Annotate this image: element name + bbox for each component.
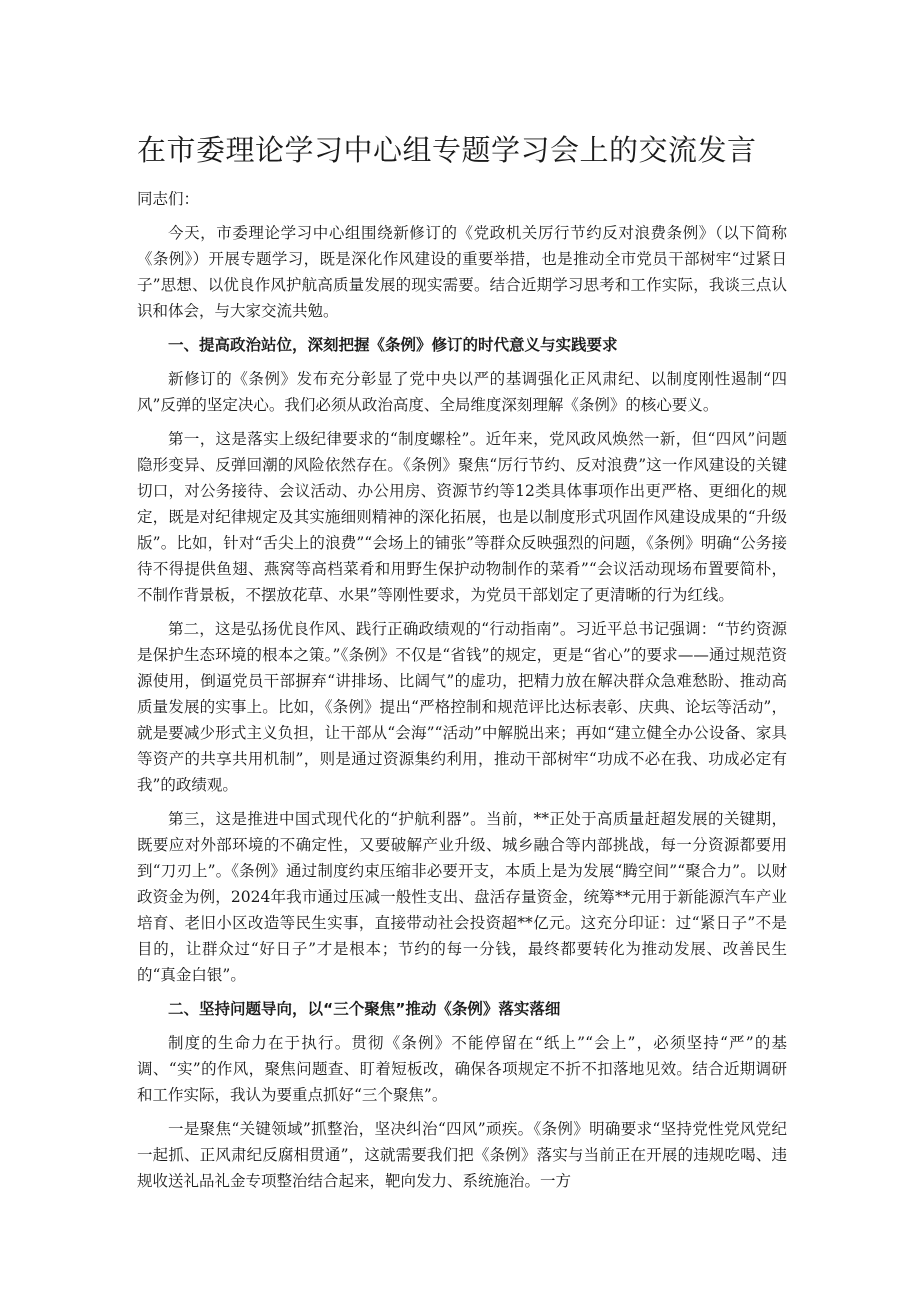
- paragraph-intro: 今天，市委理论学习中心组围绕新修订的《党政机关厉行节约反对浪费条例》（以下简称《条例》）开展专题学习，既是深化作风建设的重要举措，也是推动全市党员干部树牢“过紧日子”思想、以优良作风护航高质量发展的现实需要。结合近期学习思考和工作实际，我谈三点认识和体会，与大家交流共勉。: [137, 224, 787, 320]
- paragraph-third-point: 第三，这是推进中国式现代化的“护航利器”。当前，**正处于高质量赶超发展的关键期，既要应对外部环境的不确定性，又要破解产业升级、城乡融合等内部挑战，每一分资源都要用到“刀刃上”。《条例》通过制度约束压缩非必要开支，本质上是为发展“腾空间”“聚合力”。以财政资金为例，2024年我市通过压减一般性支出、盘活存量资金，统筹**元用于新能源汽车产业培育、老旧小区改造等民生实事，直接带动社会投资超**亿元。这充分印证：过“紧日子”不是目的，让群众过“好日子”才是根本；节约的每一分钱，最终都要转化为推动发展、改善民生的“真金白银”。: [137, 810, 787, 984]
- salutation: 同志们：: [137, 190, 200, 208]
- paragraph-section1-intro: 新修订的《条例》发布充分彰显了党中央以严的基调强化正风肃纪、以制度刚性遏制“四风”反弹的坚定决心。我们必须从政治高度、全局维度深刻理解《条例》的核心要义。: [137, 370, 787, 414]
- paragraph-section2-intro: 制度的生命力在于执行。贯彻《条例》不能停留在“纸上”“会上”，必须坚持“严”的基调、“实”的作风，聚焦问题查、盯着短板改，确保各项规定不折不扣落地见效。结合近期调研和工作实际，我认为要重点抓好“三个聚焦”。: [137, 1034, 787, 1104]
- paragraph-focus-one: 一是聚焦“关键领域”抓整治，坚决纠治“四风”顽疾。《条例》明确要求“坚持党性党风党纪一起抓、正风肃纪反腐相贯通”，这就需要我们把《条例》落实与当前正在开展的违规吃喝、违规收送礼品礼金专项整治结合起来，靶向发力、系统施治。一方: [137, 1120, 787, 1190]
- paragraph-second-point: 第二，这是弘扬优良作风、践行正确政绩观的“行动指南”。习近平总书记强调：“节约资源是保护生态环境的根本之策。”《条例》不仅是“省钱”的规定，更是“省心”的要求——通过规范资源使用，倒逼党员干部摒弃“讲排场、比阔气”的虚功，把精力放在解决群众急难愁盼、推动高质量发展的实事上。比如，《条例》提出“严格控制和规范评比达标表彰、庆典、论坛等活动”，就是要减少形式主义负担，让干部从“会海”“活动”中解脱出来；再如“建立健全办公设备、家具等资产的共享共用机制”，则是通过资源集约利用，推动干部树牢“功成不必在我、功成必定有我”的政绩观。: [137, 620, 787, 794]
- document-page: [137, 128, 787, 1202]
- paragraph-first-point: 第一，这是落实上级纪律要求的“制度螺栓”。近年来，党风政风焕然一新，但“四风”问题隐形变异、反弹回潮的风险依然存在。《条例》聚焦“厉行节约、反对浪费”这一作风建设的关键切口，对公务接待、会议活动、办公用房、资源节约等12类具体事项作出更严格、更细化的规定，既是对纪律规定及其实施细则精神的深化拓展，也是以制度形式巩固作风建设成果的“升级版”。比如，针对“舌尖上的浪费”“会场上的铺张”等群众反映强烈的问题，《条例》明确“公务接待不得提供鱼翅、燕窝等高档菜肴和用野生保护动物制作的菜肴”“会议活动现场布置要简朴，不制作背景板，不摆放花草、水果”等刚性要求，为党员干部划定了更清晰的行为红线。: [137, 430, 787, 604]
- document-title: 在市委理论学习中心组专题学习会上的交流发言: [137, 133, 757, 167]
- section-heading-2: 二、坚持问题导向，以“三个聚焦”推动《条例》落实落细: [168, 1000, 561, 1018]
- section-heading-1: 一、提高政治站位，深刻把握《条例》修订的时代意义与实践要求: [168, 336, 618, 354]
